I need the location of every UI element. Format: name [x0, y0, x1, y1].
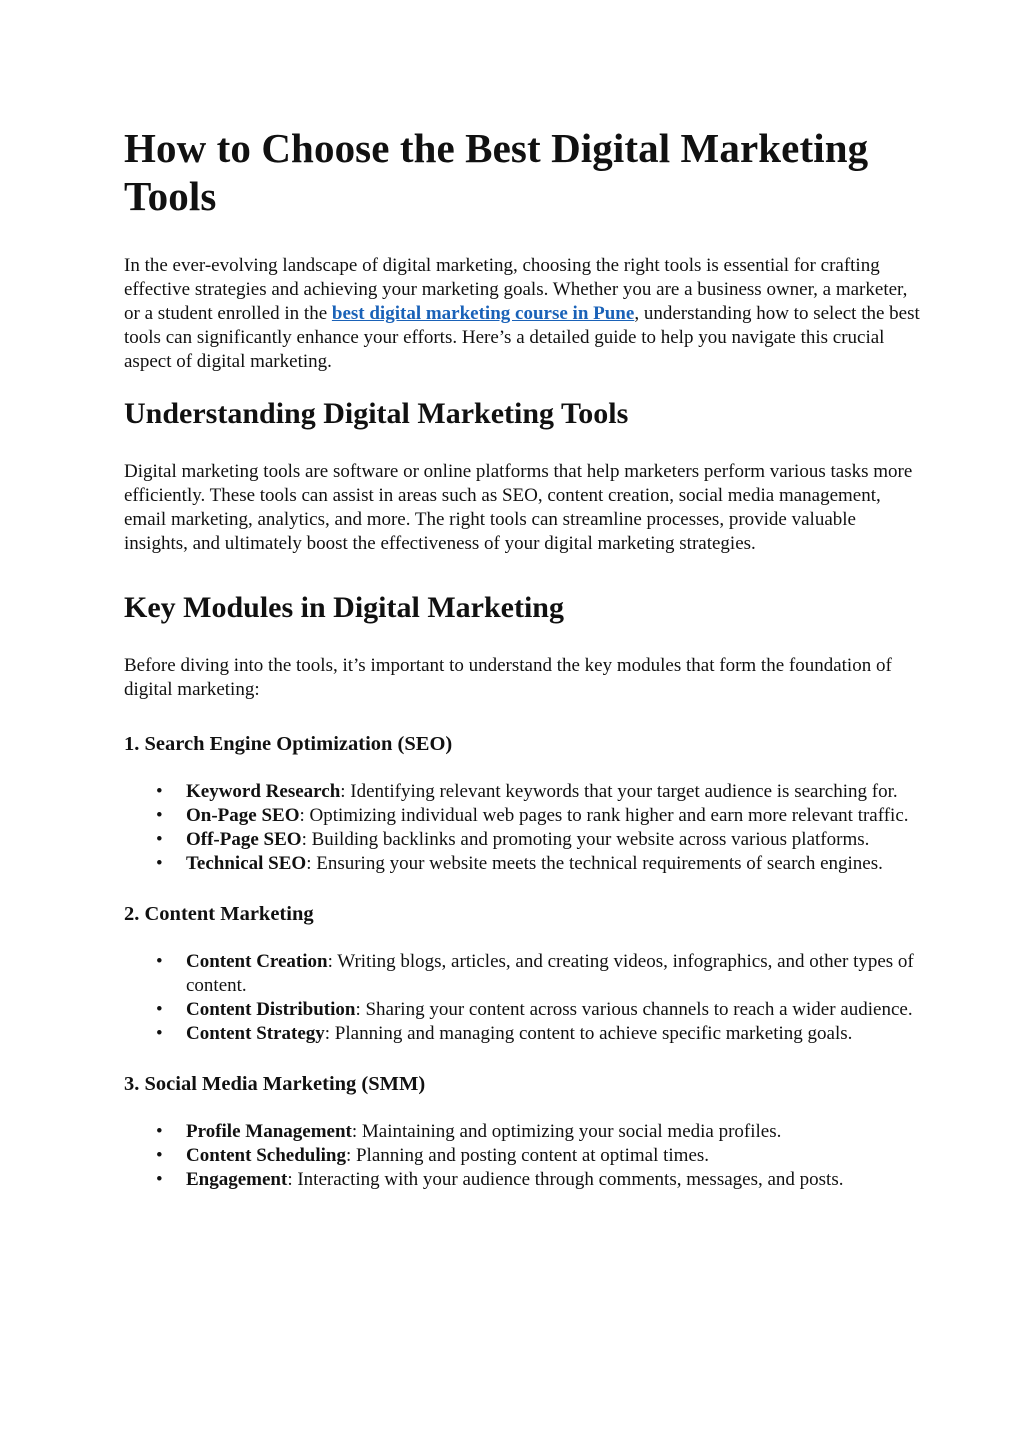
list-item [124, 998, 924, 1022]
list-item-term: Profile Management [186, 1121, 352, 1142]
list-item-term: Off-Page SEO [186, 829, 302, 850]
course-link[interactable]: best digital marketing course in Pune [331, 303, 635, 324]
list-item [124, 1120, 924, 1144]
list-item-term: On-Page SEO [186, 805, 300, 826]
content-marketing-list [124, 950, 924, 1046]
list-item-term: Content Creation [186, 951, 328, 972]
list-item [124, 1022, 924, 1046]
list-item-desc: : Interacting with your audience through comments, messages, and posts. [287, 1169, 844, 1190]
list-item-term: Content Strategy [186, 1023, 325, 1044]
list-item [124, 780, 924, 804]
list-item-term: Engagement [186, 1169, 288, 1190]
seo-list [124, 780, 924, 876]
smm-list [124, 1120, 924, 1192]
modules-heading: Key Modules in Digital Marketing [124, 591, 564, 624]
seo-heading: 1. Search Engine Optimization (SEO) [124, 733, 453, 755]
list-item [124, 828, 924, 852]
list-item [124, 1168, 924, 1192]
smm-heading: 3. Social Media Marketing (SMM) [124, 1073, 426, 1095]
list-item-desc: : Identifying relevant keywords that your target audience is searching for. [340, 781, 898, 802]
list-item [124, 1144, 924, 1168]
list-item [124, 804, 924, 828]
modules-paragraph: Before diving into the tools, it’s important to understand the key modules that form the foundation of digital marketing: [124, 655, 892, 700]
list-item-desc: : Planning and posting content at optimal times. [345, 1145, 710, 1166]
intro-text-before-link: In the ever-evolving landscape of digital marketing, choosing the right tools is essential for crafting effective strategies and achieving your marketing goals. Whether you are a business owner, a marketer, or a student enrolled in the [124, 255, 908, 324]
list-item-desc: : Sharing your content across various channels to reach a wider audience. [355, 999, 913, 1020]
understanding-paragraph: Digital marketing tools are software or online platforms that help marketers perform various tasks more efficiently. These tools can assist in areas such as SEO, content creation, social media management, email marketing, analytics, and more. The right tools can streamline processes, provide valuable insights, and ultimately boost the effectiveness of your digital marketing strategies. [124, 461, 913, 554]
list-item [124, 852, 924, 876]
intro-paragraph [124, 254, 924, 374]
list-item-desc: : Building backlinks and promoting your website across various platforms. [301, 829, 870, 850]
list-item [124, 950, 924, 998]
list-item-term: Content Distribution [186, 999, 356, 1020]
list-item-term: Keyword Research [186, 781, 341, 802]
list-item-desc: : Planning and managing content to achieve specific marketing goals. [324, 1023, 853, 1044]
list-item-term: Technical SEO [186, 853, 307, 874]
list-item-desc: : Writing blogs, articles, and creating videos, infographics, and other types of content. [186, 951, 914, 996]
understanding-heading: Understanding Digital Marketing Tools [124, 397, 629, 430]
list-item-desc: : Maintaining and optimizing your social media profiles. [351, 1121, 782, 1142]
intro-text-after-link: , understanding how to select the best tools can significantly enhance your efforts. Here’s a detailed guide to help you navigate this crucial aspect of digital marketing. [124, 303, 920, 372]
list-item-desc: : Ensuring your website meets the technical requirements of search engines. [306, 853, 883, 874]
content-marketing-heading: 2. Content Marketing [124, 903, 314, 925]
list-item-term: Content Scheduling [186, 1145, 346, 1166]
page-title: How to Choose the Best Digital Marketing Tools [124, 125, 869, 219]
list-item-desc: : Optimizing individual web pages to rank higher and earn more relevant traffic. [299, 805, 909, 826]
